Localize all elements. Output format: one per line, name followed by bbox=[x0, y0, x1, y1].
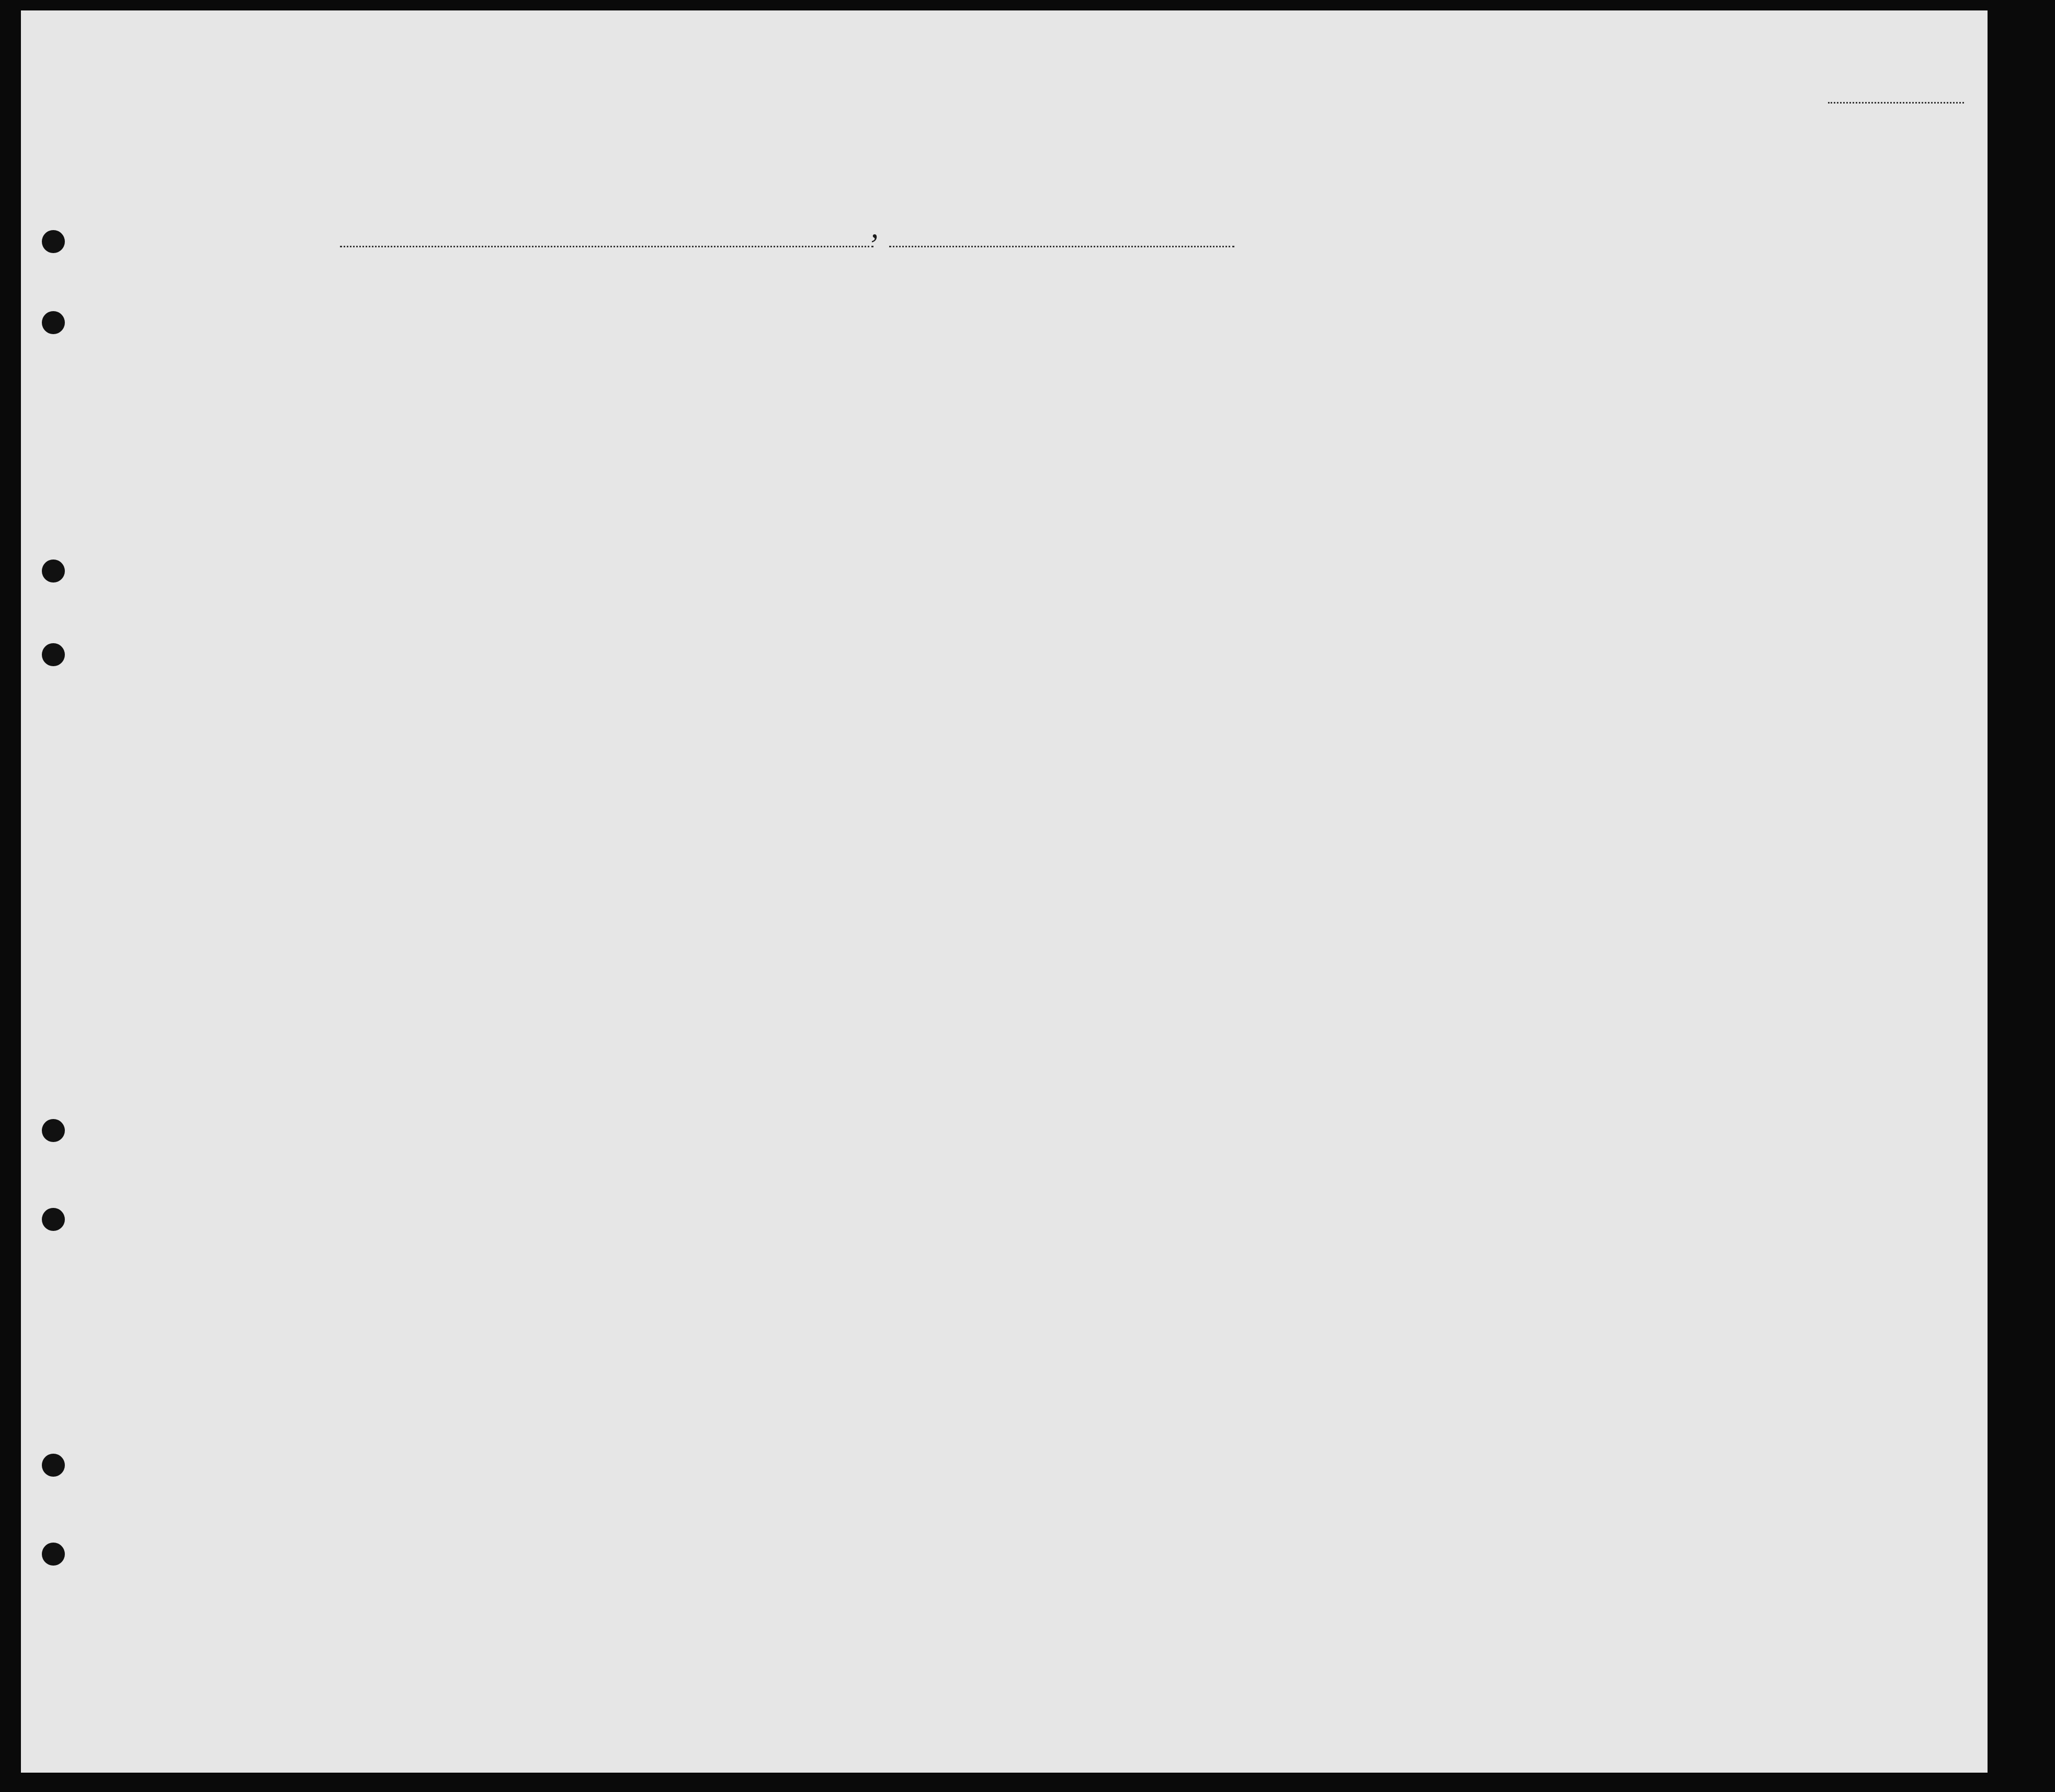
header-q30 bbox=[1525, 309, 1546, 429]
header-q29 bbox=[1483, 309, 1522, 429]
header-purpose-citizen bbox=[1288, 337, 1322, 429]
header-q31 bbox=[1548, 309, 1569, 429]
punch-hole bbox=[42, 1543, 65, 1566]
punch-hole bbox=[42, 643, 65, 666]
header-anarchist bbox=[1407, 309, 1430, 429]
list-number-line bbox=[1828, 102, 1964, 104]
manifest-grid bbox=[21, 10, 1988, 1773]
header-purpose-length bbox=[1252, 337, 1285, 429]
header-prison bbox=[1329, 309, 1377, 429]
date-line bbox=[889, 246, 1234, 247]
header-money bbox=[737, 311, 769, 424]
punch-hole bbox=[42, 230, 65, 253]
comma: , bbox=[871, 210, 879, 244]
manifest-sheet bbox=[21, 10, 1988, 1773]
punch-hole bbox=[42, 311, 65, 334]
header-polygamist bbox=[1381, 309, 1404, 429]
punch-hole bbox=[42, 1454, 65, 1477]
header-feet bbox=[1708, 376, 1731, 429]
header-ticket bbox=[594, 311, 625, 424]
header-q28 bbox=[1433, 309, 1479, 429]
punch-hole bbox=[42, 1208, 65, 1231]
header-inches bbox=[1736, 376, 1760, 429]
header-purpose-return bbox=[1215, 337, 1248, 429]
punch-hole bbox=[42, 1119, 65, 1142]
port-line bbox=[340, 246, 873, 247]
punch-hole bbox=[42, 560, 65, 583]
